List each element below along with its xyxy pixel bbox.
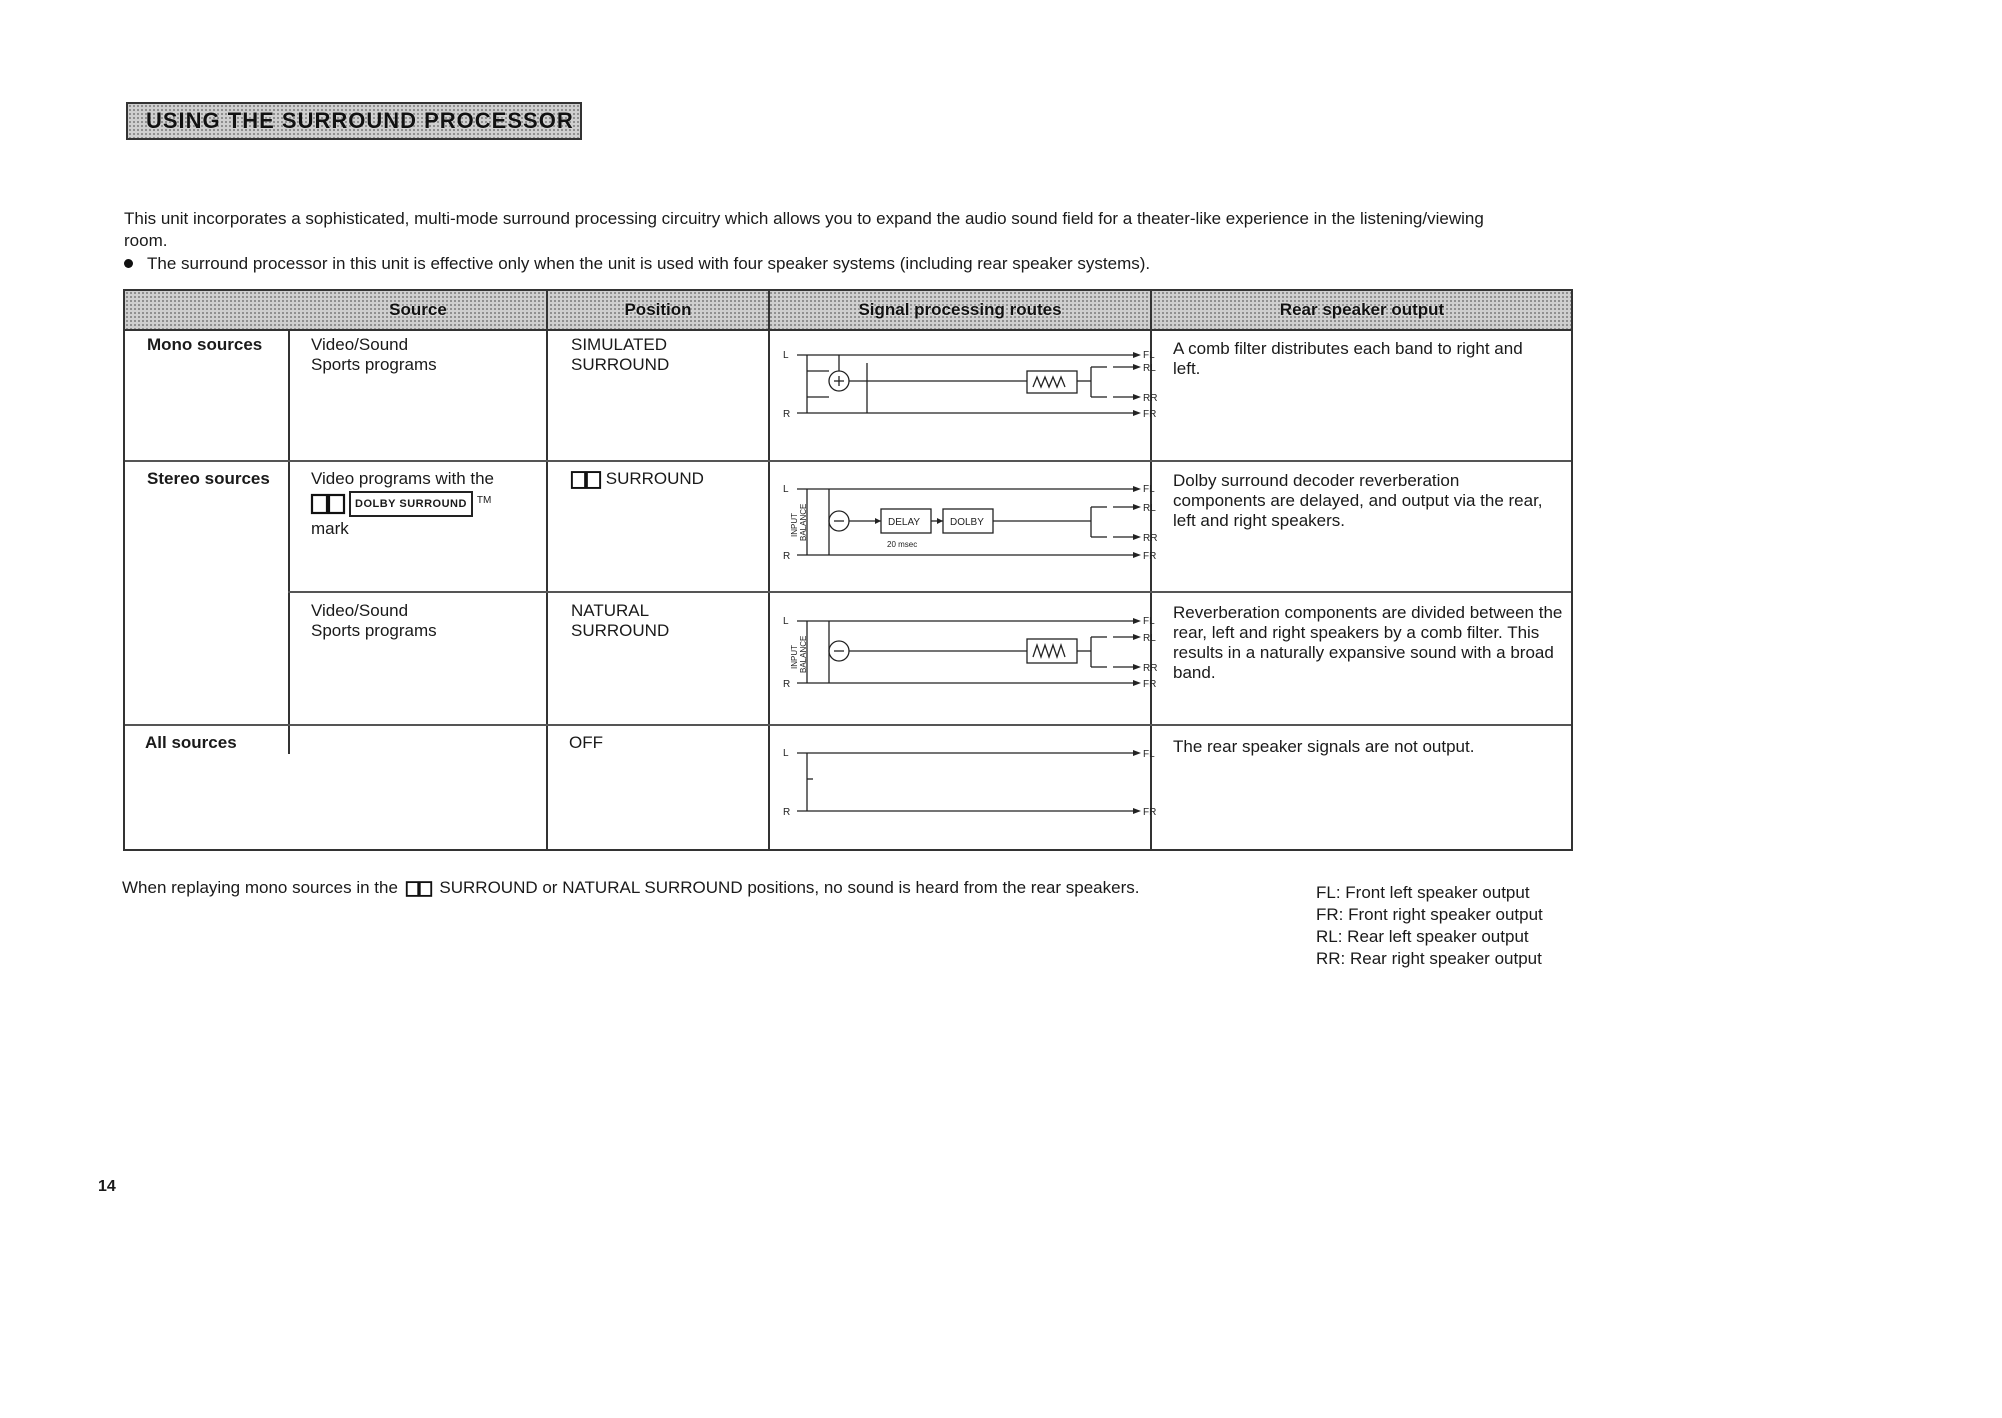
label-R: R [783,679,791,690]
signal-diagram-dolby [777,475,1158,585]
page-number: 14 [98,1178,116,1195]
routes-diagram-natural [777,607,1158,717]
label-R: R [783,807,791,818]
position-line: SIMULATED [571,335,668,354]
source-line: Video/Sound [311,335,409,354]
group-mono-sources: Mono sources [147,335,263,354]
header-source: Source [389,300,447,319]
row-divider [125,460,1571,462]
label-FL: FL [1143,616,1155,627]
signal-diagram-simulated [777,341,1158,451]
stereo-natural-rear-output: Reverberation components are divided between the rear, left and right speakers by a comb filter. This results in a naturally expansive sound with a broad band. [1173,603,1563,682]
label-L: L [783,748,789,759]
section-title-box [126,102,582,140]
label-RR: RR [1143,533,1158,544]
stereo-dolby-rear-output: Dolby surround decoder reverberation components are delayed, and output via the rear, left and right speakers. [1173,471,1543,530]
footnote-before: When replaying mono sources in the [122,878,398,897]
divider [1150,291,1152,851]
routes-diagram-simulated [777,341,1158,451]
label-input: INPUT [790,645,799,669]
footnote-after: SURROUND or NATURAL SURROUND positions, no sound is heard from the rear speakers. [439,878,1140,897]
source-line: Video programs with the [311,469,495,488]
source-line: Sports programs [311,355,437,374]
row-divider [125,724,1571,726]
footnote [122,878,1139,898]
dolby-logo-line [311,491,541,517]
label-RL: RL [1143,363,1156,374]
divider [288,329,290,754]
label-L: L [783,350,789,361]
dolby-double-d-icon [311,494,345,514]
label-RR: RR [1143,393,1158,404]
label-FR: FR [1143,679,1157,690]
mono-source [311,335,437,375]
label-delay-time: 20 msec [887,540,918,549]
routes-diagram-dolby [777,475,1158,585]
header-rear-output: Rear speaker output [1279,300,1445,319]
stereo-dolby-source [311,469,541,539]
source-line: Sports programs [311,621,437,640]
source-line: mark [311,519,349,538]
group-all-sources: All sources [145,733,237,752]
source-line: Video/Sound [311,601,409,620]
speaker-legend [1316,882,1543,970]
label-FL: FL [1143,484,1155,495]
stereo-natural-position [571,601,669,641]
dolby-surround-badge: DOLBY SURROUND [349,491,473,517]
label-RL: RL [1143,503,1156,514]
legend-item: FL: Front left speaker output [1316,883,1530,902]
label-R: R [783,551,791,562]
section-title: USING THE SURROUND PROCESSOR [146,108,574,133]
label-FL: FL [1143,350,1155,361]
row-divider [288,591,1571,593]
routes-diagram-off [777,739,1157,849]
label-RR: RR [1143,663,1158,674]
label-FR: FR [1143,551,1157,562]
label-R: R [783,409,791,420]
table-header [125,291,1571,331]
divider [546,291,548,851]
label-L: L [783,616,789,627]
intro-paragraph: This unit incorporates a sophisticated, multi-mode surround processing circuitry which allows you to expand the audio sound field for a theater-like experience in the listening/viewing room. [124,209,1484,250]
header-position: Position [624,300,692,319]
legend-item: FR: Front right speaker output [1316,905,1543,924]
header-routes: Signal processing routes [858,300,1062,319]
group-stereo-sources: Stereo sources [147,469,270,488]
label-input: INPUT [790,513,799,537]
all-position: OFF [569,733,603,752]
signal-diagram-natural [777,607,1158,717]
label-dolby: DOLBY [950,517,984,528]
stereo-dolby-position [571,469,704,489]
dolby-double-d-icon [571,471,601,489]
mono-rear-output: A comb filter distributes each band to right and left. [1173,339,1523,378]
surround-modes-table [123,289,1573,851]
label-balance: BALANCE [799,503,808,541]
label-balance: BALANCE [799,635,808,673]
label-FL: FL [1143,749,1155,760]
bullet-icon [124,259,133,268]
position-label: SURROUND [605,469,704,488]
intro-text [124,208,1504,252]
intro-bullet [124,254,1504,274]
position-line: SURROUND [571,621,670,640]
label-FR: FR [1143,807,1157,818]
signal-diagram-off [777,739,1157,849]
label-RL: RL [1143,633,1156,644]
position-line: NATURAL [571,601,650,620]
stereo-natural-source [311,601,437,641]
trademark: TM [476,495,492,506]
intro-bullet-text: The surround processor in this unit is effective only when the unit is used with four speaker systems (including rear speaker systems). [147,254,1151,273]
label-FR: FR [1143,409,1157,420]
mono-position [571,335,669,375]
legend-item: RL: Rear left speaker output [1316,927,1529,946]
dolby-double-d-icon [406,881,432,897]
label-delay: DELAY [888,517,921,528]
legend-item: RR: Rear right speaker output [1316,949,1542,968]
divider [768,291,770,851]
position-line: SURROUND [571,355,670,374]
all-rear-output: The rear speaker signals are not output. [1173,737,1475,756]
label-L: L [783,484,789,495]
